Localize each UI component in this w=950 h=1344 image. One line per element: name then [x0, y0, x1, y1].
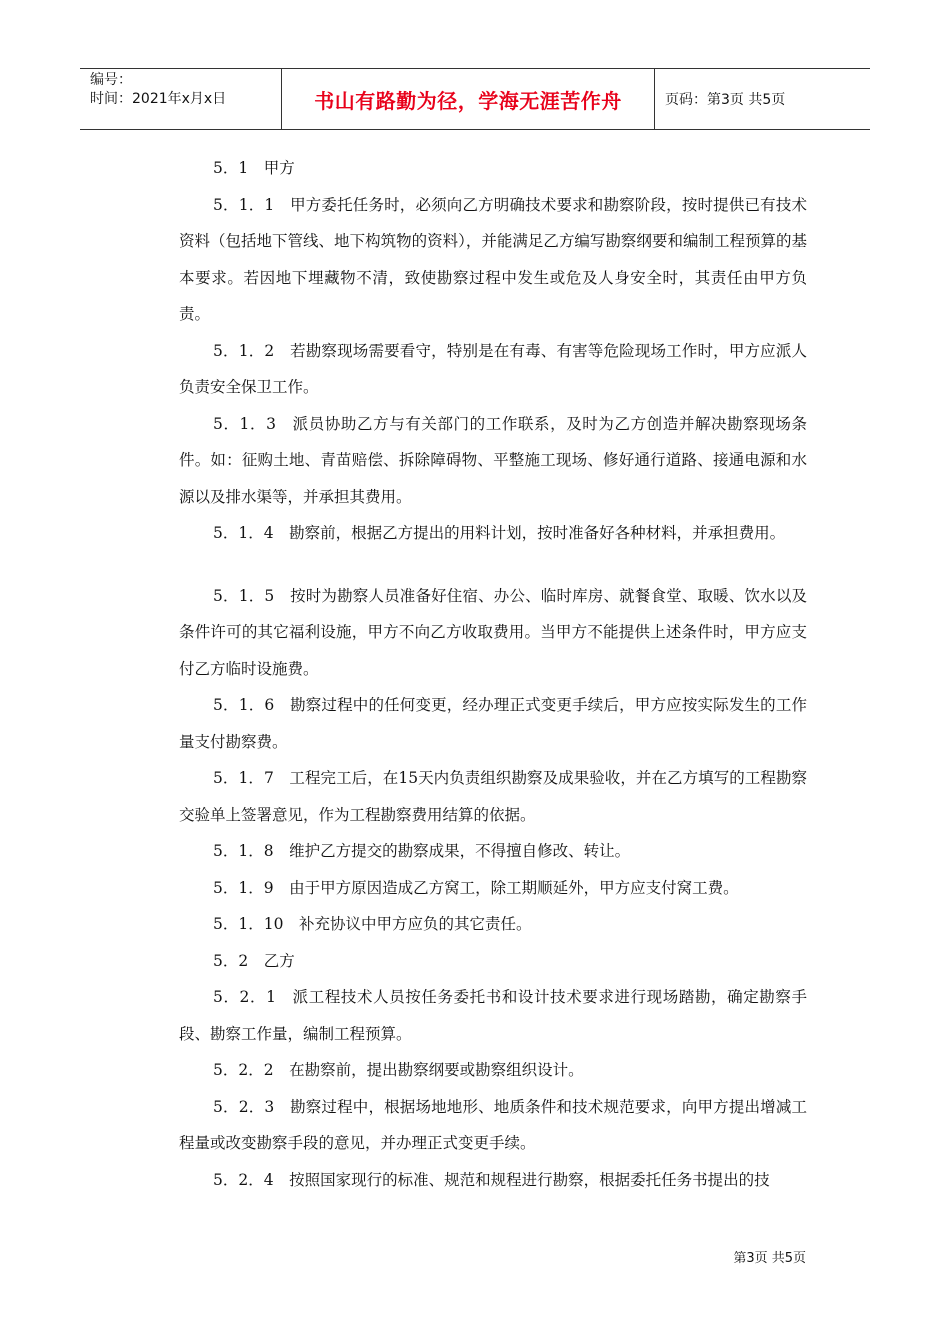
clause-paragraph: 5．1．3 派员协助乙方与有关部门的工作联系，及时为乙方创造并解决勘察现场条件。如：征购土地、青苗赔偿、拆除障碍物、平整施工现场、修好通行道路、接通电源和水源以及排水渠等，并承担其费用。	[179, 414, 807, 506]
document-body	[179, 150, 807, 1198]
page-footer: 第3页 共5页	[733, 1251, 806, 1266]
header-page-number: 页码：第3页 共5页	[665, 92, 786, 108]
clause-paragraph: 5．1．1 甲方委托任务时，必须向乙方明确技术要求和勘察阶段，按时提供已有技术资料（包括地下管线、地下构筑物的资料），并能满足乙方编写勘察纲要和编制工程预算的基本要求。若因地下埋藏物不清，致使勘察过程中发生或危及人身安全时，其责任由甲方负责。	[179, 195, 807, 323]
clause-paragraph: 5．1．9 由于甲方原因造成乙方窝工，除工期顺延外，甲方应支付窝工费。	[213, 878, 739, 897]
header-meta	[80, 69, 282, 129]
clause-paragraph: 5．1．5 按时为勘察人员准备好住宿、办公、临时库房、就餐食堂、取暖、饮水以及条件许可的其它福利设施，甲方不向乙方收取费用。当甲方不能提供上述条件时，甲方应支付乙方临时设施费。	[179, 586, 807, 678]
clause-paragraph: 5．1．2 若勘察现场需要看守，特别是在有毒、有害等危险现场工作时，甲方应派人负责安全保卫工作。	[179, 341, 807, 396]
clause-paragraph: 5．2．3 勘察过程中，根据场地地形、地质条件和技术规范要求，向甲方提出增减工程量或改变勘察手段的意见，并办理正式变更手续。	[179, 1097, 807, 1152]
clause-paragraph: 5．1．4 勘察前，根据乙方提出的用料计划，按时准备好各种材料，并承担费用。	[213, 524, 786, 542]
clause-paragraph: 5．1．10 补充协议中甲方应负的其它责任。	[213, 915, 532, 933]
clause-paragraph: 5．1．7 工程完工后，在15天内负责组织勘察及成果验收，并在乙方填写的工程勘察交验单上签署意见，作为工程勘察费用结算的依据。	[179, 769, 807, 824]
clause-paragraph: 5．2．1 派工程技术人员按任务委托书和设计技术要求进行现场踏勘，确定勘察手段、勘察工作量，编制工程预算。	[179, 988, 807, 1043]
document-number-label: 编号：	[90, 72, 132, 88]
document-date-label: 时间：2021年x月x日	[90, 91, 227, 107]
clause-paragraph: 5．2．2 在勘察前，提出勘察纲要或勘察组织设计。	[213, 1061, 584, 1079]
clause-paragraph: 5．1．6 勘察过程中的任何变更，经办理正式变更手续后，甲方应按实际发生的工作量支付勘察费。	[179, 696, 807, 751]
page-header	[80, 68, 870, 130]
section-heading: 5．2 乙方	[213, 951, 295, 970]
clause-paragraph: 5．1．8 维护乙方提交的勘察成果，不得擅自修改、转让。	[213, 842, 631, 860]
header-motto: 书山有路勤为径，学海无涯苦作舟	[282, 69, 655, 129]
clause-paragraph: 5．2．4 按照国家现行的标准、规范和规程进行勘察，根据委托任务书提出的技	[213, 1170, 770, 1189]
section-heading: 5．1 甲方	[213, 159, 295, 177]
